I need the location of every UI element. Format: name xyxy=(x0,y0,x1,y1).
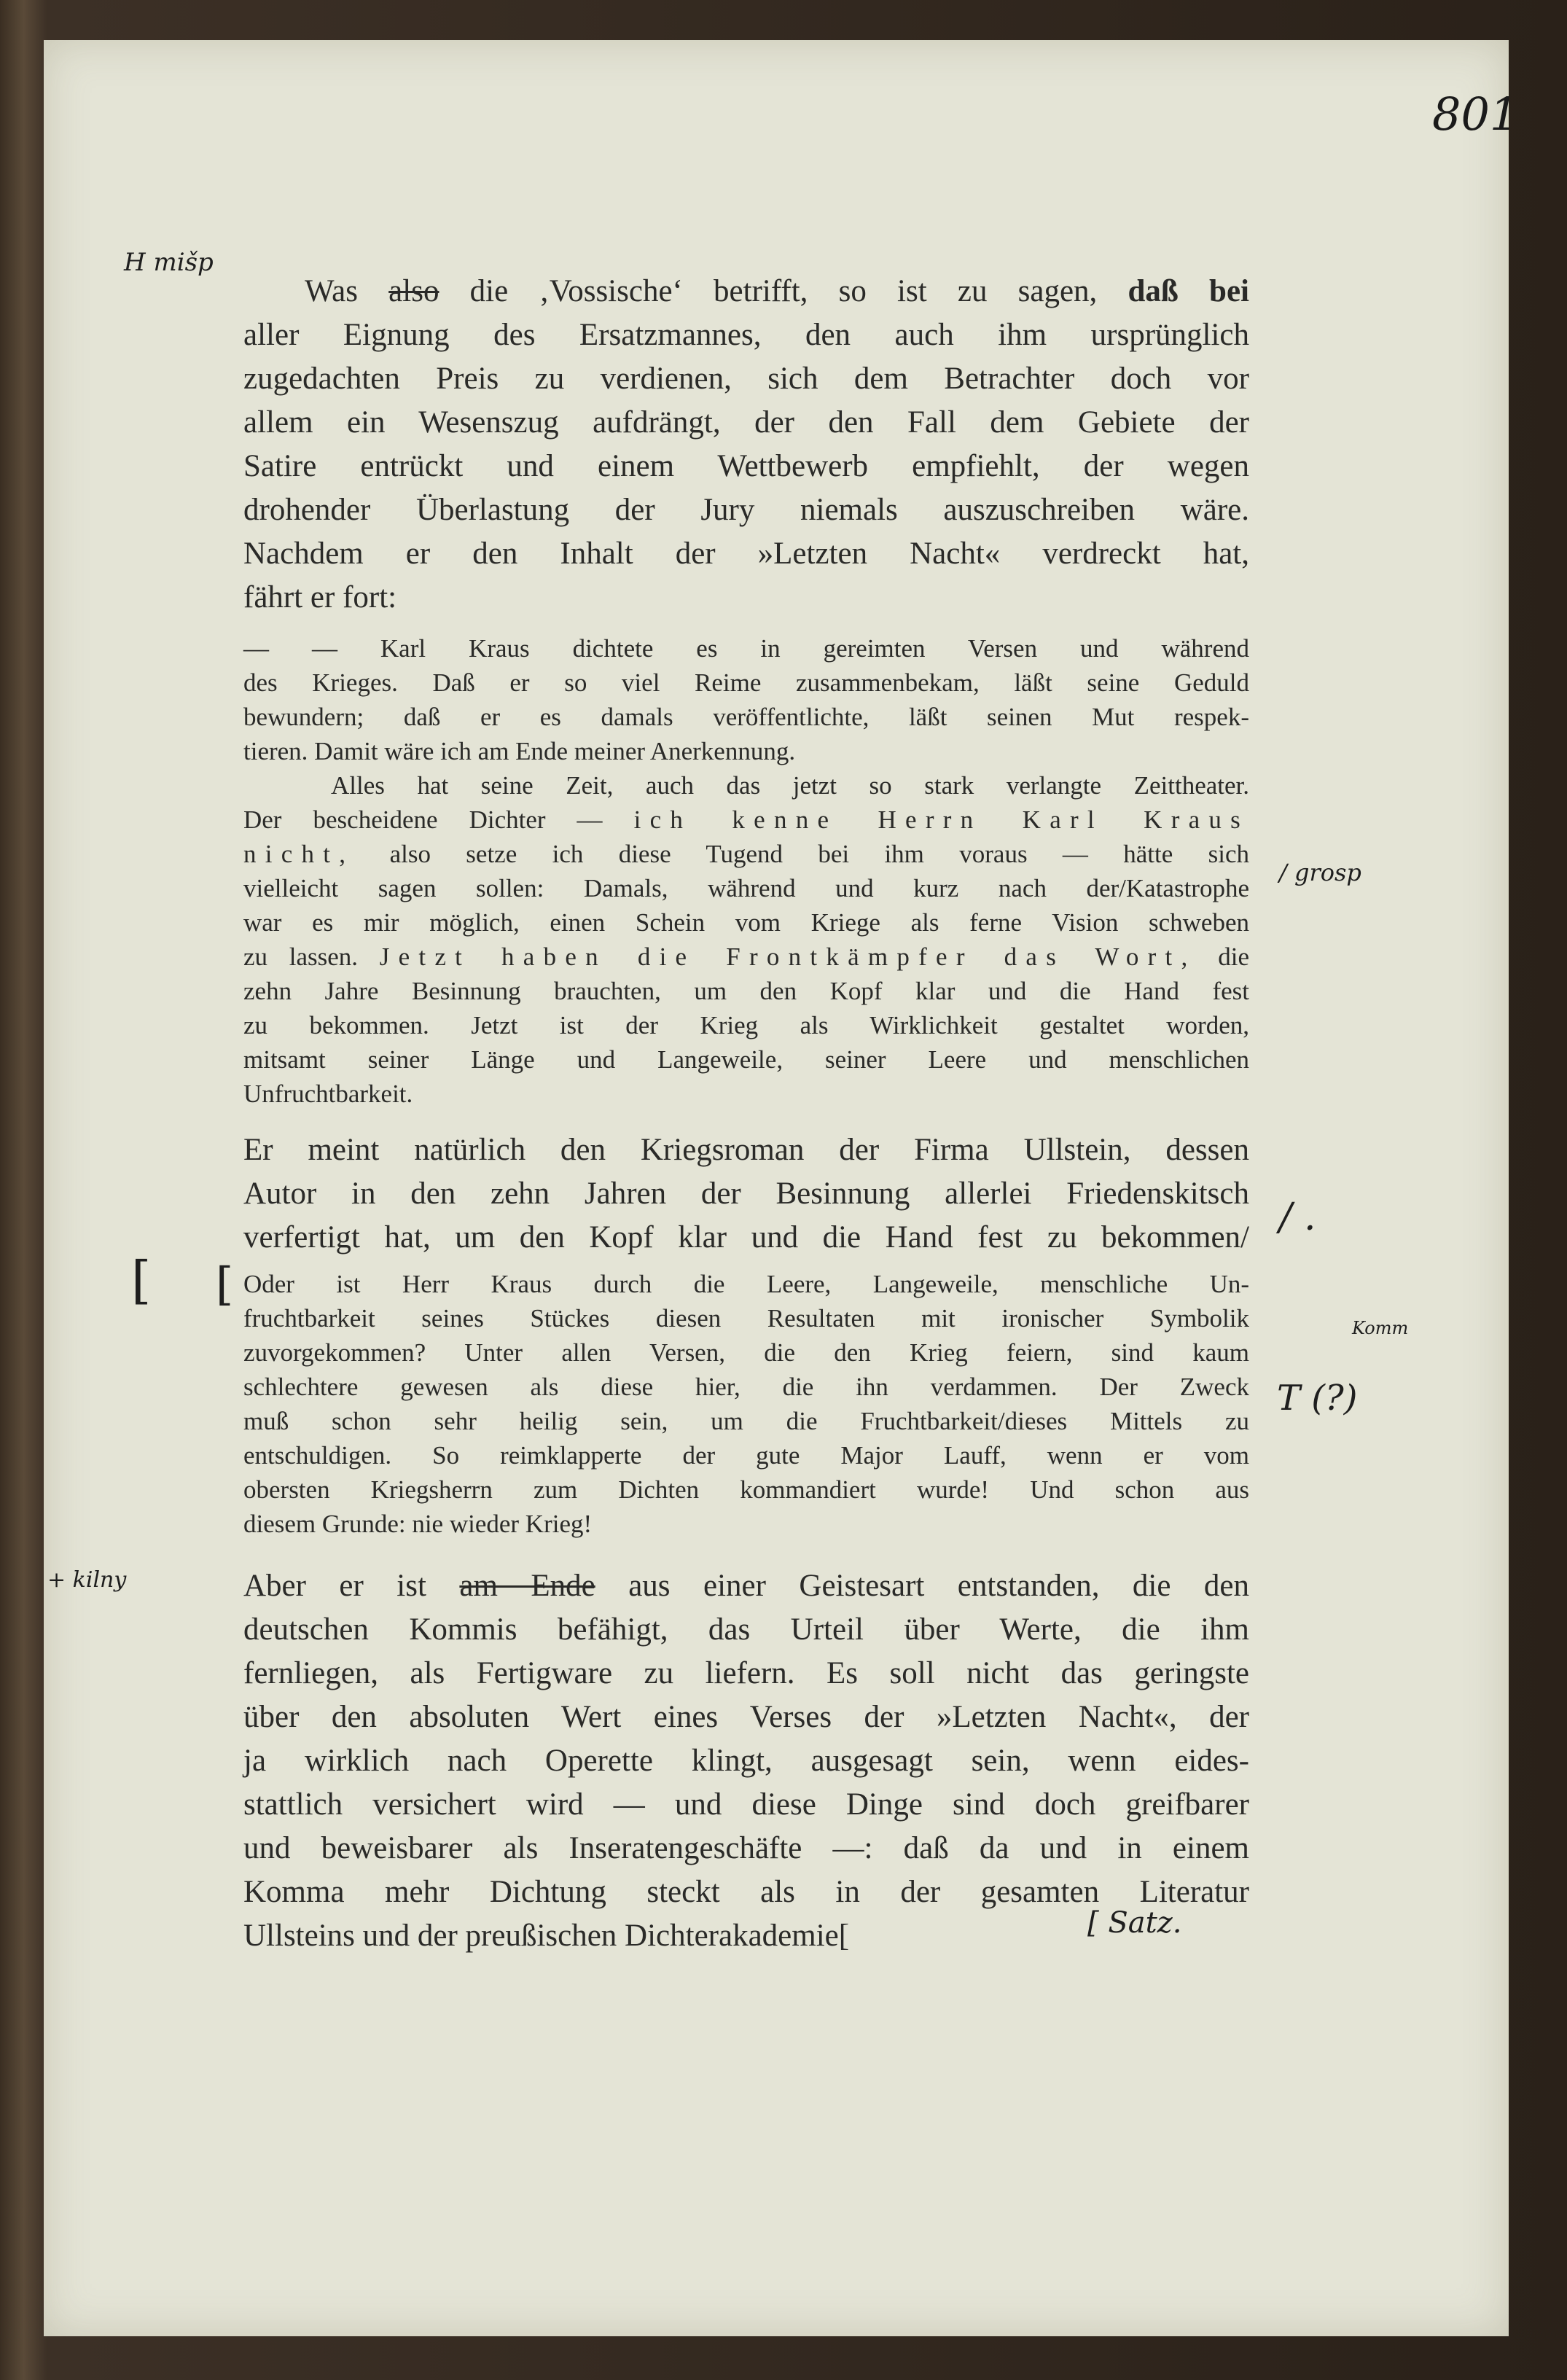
text-line: diesem Grunde: nie wieder Krieg! xyxy=(243,1510,593,1538)
margin-note-slash: / . xyxy=(1279,1195,1316,1239)
text-line: — — Karl Kraus dichtete es in gereimten Versen und während xyxy=(243,634,1249,663)
text-line: fährt er fort: xyxy=(243,580,397,614)
quotation-1 xyxy=(243,631,1249,1111)
text-line: zu lassen. Jetzt haben die Frontkämpfer das Wort, die xyxy=(243,943,1249,971)
text-line: Was also die ‚Vossische‘ betrifft, so ist zu sagen, daß bei xyxy=(305,274,1249,308)
text-line: stattlich versichert wird — und diese Dinge sind doch greifbarer xyxy=(243,1787,1249,1822)
text-line: tieren. Damit wäre ich am Ende meiner Anerkennung. xyxy=(243,737,796,765)
text-line: ja wirklich nach Operette klingt, ausgesagt sein, wenn eides- xyxy=(243,1744,1249,1778)
text-line: Er meint natürlich den Kriegsroman der Firma Ullstein, dessen xyxy=(243,1133,1249,1167)
text-line: obersten Kriegsherrn zum Dichten kommandiert wurde! Und schon aus xyxy=(243,1475,1249,1504)
text-line: Alles hat seine Zeit, auch das jetzt so stark verlangte Zeittheater. xyxy=(331,771,1249,800)
text-line: aller Eignung des Ersatzmannes, den auch ihm ursprünglich xyxy=(243,318,1249,352)
text-line: des Krieges. Daß er so viel Reime zusammenbekam, läßt seine Geduld xyxy=(243,668,1249,697)
paragraph-1 xyxy=(243,270,1249,620)
text-line: nicht, also setze ich diese Tugend bei ihm voraus — hätte sich xyxy=(243,840,1249,868)
text-line: Nachdem er den Inhalt der »Letzten Nacht« verdreckt hat, xyxy=(243,537,1249,571)
text-line: zu bekommen. Jetzt ist der Krieg als Wirklichkeit gestaltet worden, xyxy=(243,1011,1249,1039)
margin-note-t: T (?) xyxy=(1277,1378,1358,1419)
text-line: Aber er ist am Ende aus einer Geistesart entstanden, die den xyxy=(243,1569,1249,1603)
emphasis-text: daß bei xyxy=(1128,274,1249,308)
text-line: Oder ist Herr Kraus durch die Leere, Langeweile, menschliche Un- xyxy=(243,1270,1249,1298)
text-line: entschuldigen. So reimklapperte der gute Major Lauff, wenn er vom xyxy=(243,1441,1249,1470)
text-line: und beweisbarer als Inseratengeschäfte —: daß da und in einem xyxy=(243,1831,1249,1865)
text-line: muß schon sehr heilig sein, um die Fruchtbarkeit/dieses Mittels zu xyxy=(243,1407,1249,1435)
text-line: zuvorgekommen? Unter allen Versen, die den Krieg feiern, sind kaum xyxy=(243,1338,1249,1367)
text-line: zugedachten Preis zu verdienen, sich dem Betrachter doch vor xyxy=(243,362,1249,396)
struck-word: also xyxy=(388,274,439,308)
text-line: Unfruchtbarkeit. xyxy=(243,1080,413,1108)
paragraph-3 xyxy=(243,1564,1249,1958)
paragraph-2 xyxy=(243,1128,1249,1260)
text-line: Komma mehr Dichtung steckt als in der gesamten Literatur xyxy=(243,1875,1249,1909)
text-line: fernliegen, als Fertigware zu liefern. Es soll nicht das geringste xyxy=(243,1656,1249,1690)
text-line: über den absoluten Wert eines Verses der »Letzten Nacht«, der xyxy=(243,1700,1249,1734)
text-line: Ullsteins und der preußischen Dichterakademie[ xyxy=(243,1919,850,1953)
text-line: deutschen Kommis befähigt, das Urteil über Werte, die ihm xyxy=(243,1612,1249,1647)
margin-note-grossp: / grosp xyxy=(1279,859,1361,886)
quotation-2 xyxy=(243,1267,1249,1541)
text-line: vielleicht sagen sollen: Damals, während und kurz nach der/Katastrophe xyxy=(243,874,1249,902)
text-line: bewundern; daß er es damals veröffentlichte, läßt seinen Mut respek- xyxy=(243,703,1249,731)
margin-note-bottom-right: [ Satz. xyxy=(1087,1906,1182,1940)
margin-note-komm: Komm xyxy=(1352,1318,1409,1338)
text-line: allem ein Wesenszug aufdrängt, der den Fall dem Gebiete der xyxy=(243,405,1249,440)
text-line: drohender Überlastung der Jury niemals auszuschreiben wäre. xyxy=(243,493,1249,527)
page-number: 801 xyxy=(1432,87,1519,141)
margin-note-left-lower: + kilny xyxy=(47,1567,127,1593)
text-line: Der bescheidene Dichter — ich kenne Herrn Karl Kraus xyxy=(243,805,1249,834)
text-line: Satire entrückt und einem Wettbewerb empfiehlt, der wegen xyxy=(243,449,1249,483)
text-line: fruchtbarkeit seines Stückes diesen Resultaten mit ironischer Symbolik xyxy=(243,1304,1249,1333)
margin-bracket-outer: [ xyxy=(131,1250,152,1310)
text-line: mitsamt seiner Länge und Langeweile, seiner Leere und menschlichen xyxy=(243,1045,1249,1074)
struck-word: am Ende xyxy=(459,1569,595,1603)
text-line: war es mir möglich, einen Schein vom Kriege als ferne Vision schweben xyxy=(243,908,1249,937)
margin-bracket-inner: [ xyxy=(216,1257,234,1311)
text-line: schlechtere gewesen als diese hier, die ihn verdammen. Der Zweck xyxy=(243,1373,1249,1401)
text-line: Autor in den zehn Jahren der Besinnung allerlei Friedenskitsch xyxy=(243,1177,1249,1211)
text-line: zehn Jahre Besinnung brauchten, um den Kopf klar und die Hand fest xyxy=(243,977,1249,1005)
text-line: verfertigt hat, um den Kopf klar und die Hand fest zu bekommen/ xyxy=(243,1220,1249,1255)
margin-note-top-left: H mišp xyxy=(124,248,214,277)
